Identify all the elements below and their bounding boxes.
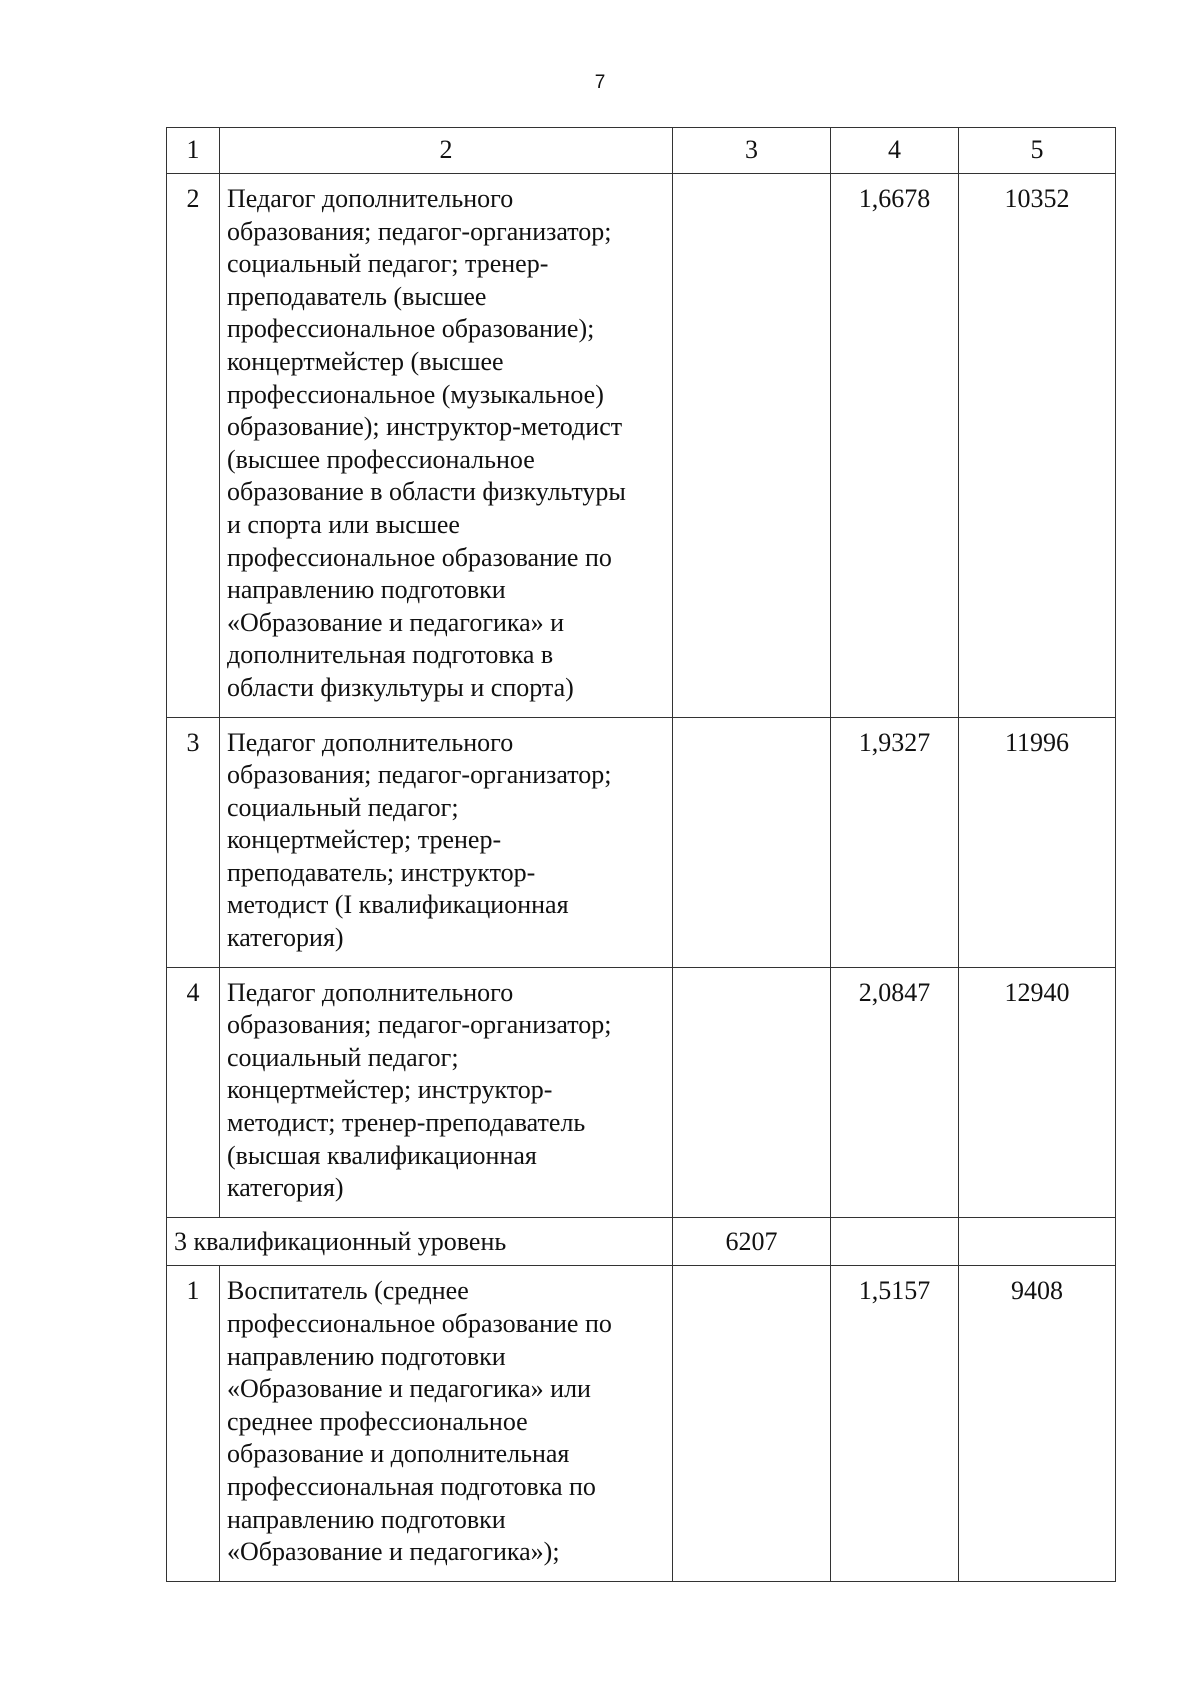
base-salary-cell [673,717,831,967]
position-description [220,717,673,967]
salary-cell: 10352 [959,174,1116,718]
table-header-row [167,128,1116,174]
table-row [167,717,1116,967]
row-number: 3 [167,717,220,967]
qualification-level-base-salary: 6207 [673,1217,831,1266]
header-cell-5: 5 [959,128,1116,174]
table-row [167,1266,1116,1581]
salary-table [166,127,1116,1582]
qualification-level-row [167,1217,1116,1266]
row-number: 2 [167,174,220,718]
position-description [220,967,673,1217]
base-salary-cell [673,174,831,718]
position-description [220,174,673,718]
salary-cell: 9408 [959,1266,1116,1581]
header-cell-2: 2 [220,128,673,174]
base-salary-cell [673,967,831,1217]
page-number: 7 [594,72,606,93]
coefficient-cell: 1,6678 [831,174,959,718]
position-text: Педагог дополнительного образования; педагог-организатор; социальный педагог; тренер- преподаватель (высшее профессиональное образование); концертмейстер (высшее профессиональное (музыкальное) образование); инструктор-методист (высшее профессиональное образование в области физкультуры и спорта или высшее профессиональное образование по направлению подготовки «Образование и педагогика» и дополнительная подготовка в области физкультуры и спорта) [227,184,626,702]
position-text: Педагог дополнительного образования; педагог-организатор; социальный педагог; концертмейстер; тренер- преподаватель; инструктор- методист (I квалификационная категория) [227,727,612,953]
position-description [220,1266,673,1581]
qualification-level-label: 3 квалификационный уровень [167,1217,673,1266]
table-row [167,967,1116,1217]
salary-cell: 11996 [959,717,1116,967]
table-row [167,174,1116,718]
header-cell-3: 3 [673,128,831,174]
position-text: Педагог дополнительного образования; педагог-организатор; социальный педагог; концертмейстер; инструктор- методист; тренер-преподаватель (высшая квалификационная категория) [227,977,612,1203]
coefficient-cell: 1,9327 [831,717,959,967]
header-cell-1: 1 [167,128,220,174]
header-cell-4: 4 [831,128,959,174]
row-number: 1 [167,1266,220,1581]
salary-cell: 12940 [959,967,1116,1217]
empty-cell [959,1217,1116,1266]
position-text: Воспитатель (среднее профессиональное образование по направлению подготовки «Образование и педагогика» или среднее профессиональное образование и дополнительная профессиональная подготовка по направлению подготовки «Образование и педагогика»); [227,1276,612,1567]
coefficient-cell: 2,0847 [831,967,959,1217]
row-number: 4 [167,967,220,1217]
base-salary-cell [673,1266,831,1581]
empty-cell [831,1217,959,1266]
coefficient-cell: 1,5157 [831,1266,959,1581]
